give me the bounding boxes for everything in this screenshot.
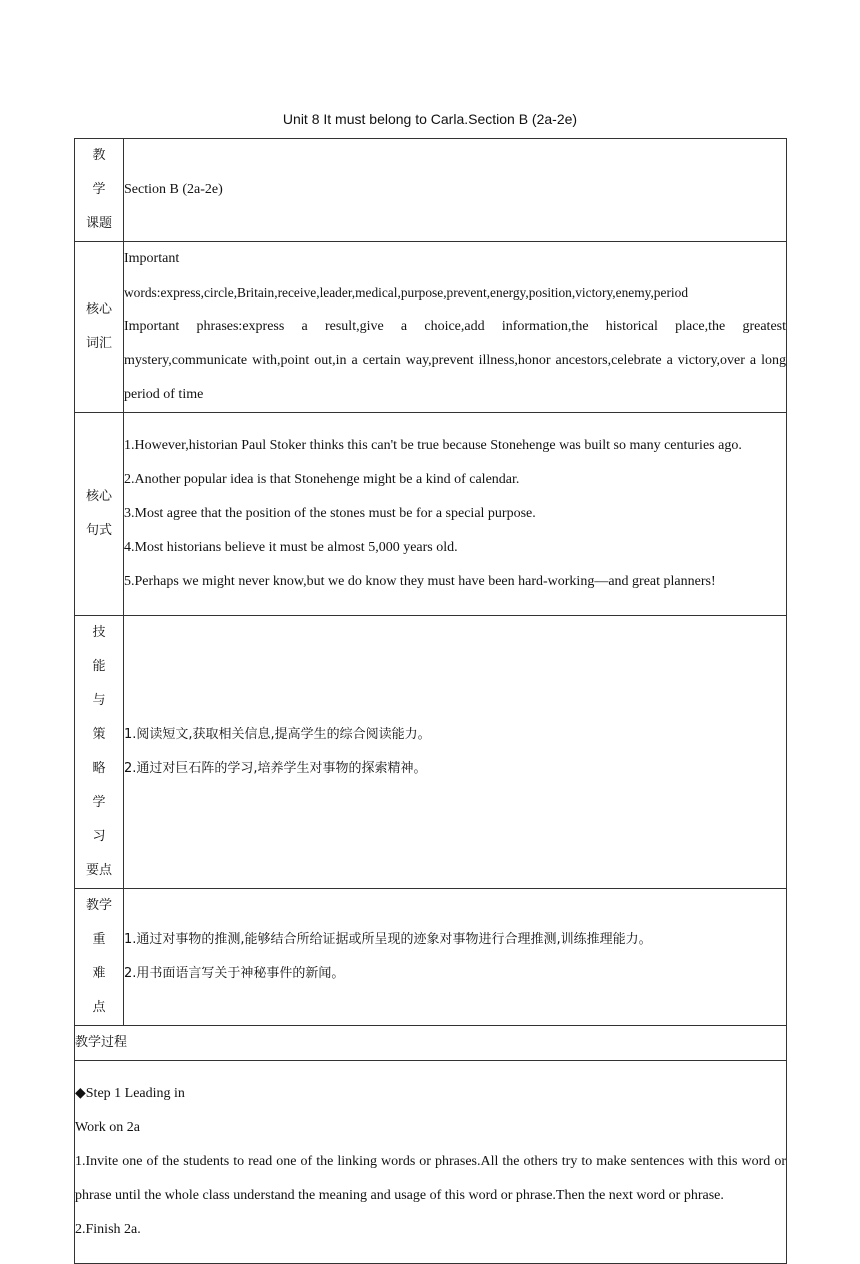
row-sentences (75, 413, 787, 616)
content-skills: 1.阅读短文,获取相关信息,提高学生的综合阅读能力。 2.通过对巨石阵的学习,培养学生对事物的探索精神。 (124, 616, 787, 889)
step-heading: ◆Step 1 Leading in (75, 1086, 185, 1101)
label-vocab: 核心 词汇 (75, 242, 124, 413)
lesson-plan-table (74, 138, 787, 1264)
step-item-1: 1.Invite one of the students to read one of the linking words or phrases.All the others try to make sentences with this word or phrase until the whole class understand the meaning and usage of this word or phrase.Then the next word or phrase. (75, 1154, 786, 1203)
row-process-header (75, 1026, 787, 1061)
row-vocab (75, 242, 787, 413)
document-title: Unit 8 It must belong to Carla.Section B (2a-2e) (282, 111, 578, 127)
label-key-points: 教学 重 难 点 (75, 889, 124, 1026)
content-topic: Section B (2a-2e) (124, 139, 787, 242)
process-content (75, 1061, 787, 1264)
process-header: 教学过程 (75, 1026, 787, 1061)
step-item-2: 2.Finish 2a. (75, 1222, 141, 1237)
row-skills (75, 616, 787, 889)
row-key-points (75, 889, 787, 1026)
row-process (75, 1061, 787, 1264)
step-subheading: Work on 2a (75, 1120, 140, 1135)
label-topic: 教 学 课题 (75, 139, 124, 242)
content-sentences: 1.However,historian Paul Stoker thinks this can't be true because Stonehenge was built so many centuries ago. 2.Another popular idea is that Stonehenge might be a kind of calendar. 3.Most agree that the position of the stones must be for a special purpose. 4.Most historians believe it must be almost 5,000 years old. 5.Perhaps we might never know,but we do know they must have been hard-working—and great planners! (124, 413, 787, 616)
content-vocab: Important words:express,circle,Britain,receive,leader,medical,purpose,prevent,energy,position,victory,enemy,period Important phrases:express a result,give a choice,add information,the historical place,the greatest mystery,communicate with,point out,in a certain way,prevent illness,honor ancestors,celebrate a victory,over a long period of time (124, 242, 787, 413)
label-sentences: 核心 句式 (75, 413, 124, 616)
label-skills: 技 能 与 策 略 学 习 要点 (75, 616, 124, 889)
content-key-points: 1.通过对事物的推测,能够结合所给证据或所呈现的迹象对事物进行合理推测,训练推理能力。 2.用书面语言写关于神秘事件的新闻。 (124, 889, 787, 1026)
row-topic (75, 139, 787, 242)
